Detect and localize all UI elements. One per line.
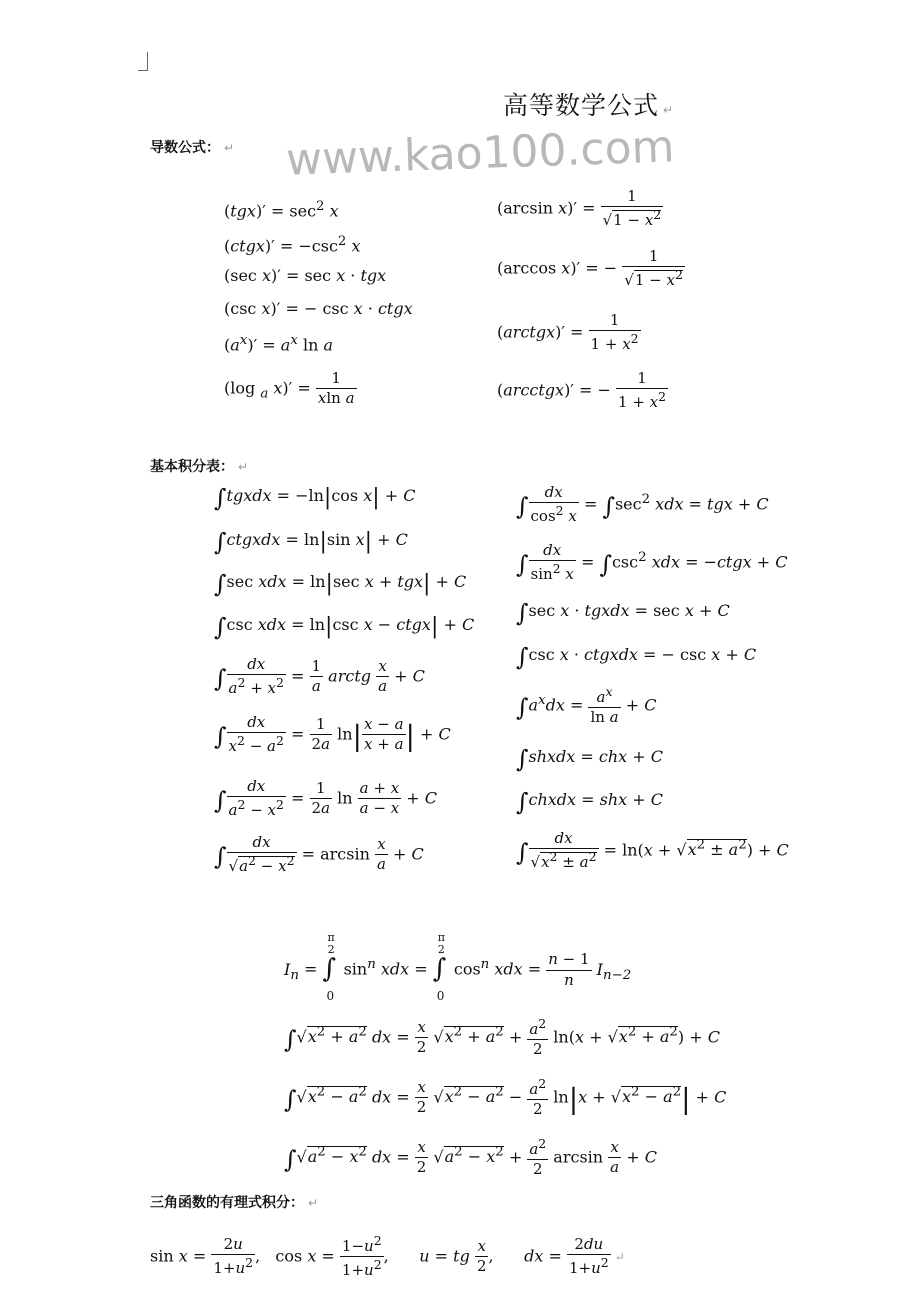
formula: (arcctgx)′ = − $\frac{1}{1 + x^2}$ [497, 369, 667, 412]
formula: ∫ $\frac{dx}{√x^2 \pm a^2}$ = $\ln(x + √x^2 \pm a^2) + C$ [516, 829, 789, 872]
formula: $(a^x)' = a^x$ ln a [224, 333, 333, 355]
formula: $\int√x^2 + a^2$ dx = $\frac{x}{2}$ $√x^2 + a^2$ + $\frac{a^2}{2}$ $\ln(x + √x^2 + a^2) + C$ [284, 1016, 720, 1059]
formula: ∫ctgxdx = ln|sin x| + C [214, 528, 408, 556]
page-corner-mark [138, 52, 148, 71]
formula: ∫ $\frac{dx}{√a^2 - x^2}$ = arcsin $\frac{x}{a}$ + C [214, 833, 424, 876]
formula: sin x = $\frac{2u}{1+u^2}$ , cos x = $\frac{1-u^2}{1+u^2}$ , u = tg $\frac{x}{2}$ , dx = $\frac{2du}{1+u^2}$ ↵ [150, 1233, 625, 1280]
formula: $\int a^xdx$ = $\frac{a^x}{\text{ln a}}$ + C [516, 684, 657, 727]
formula: (ctgx)′ = $-\csc^2$ x [224, 234, 361, 256]
formula: ∫sec x · tgxdx = sec x + C [516, 599, 730, 627]
formula: ∫csc x · ctgxdx = − csc x + C [516, 643, 757, 671]
section-derivative-heading: 导数公式： ↵ [150, 140, 235, 156]
formula: ∫ $\frac{dx}{x^2 - a^2}$ = $\frac{1}{2a}$ ln| $\frac{x - a}{x + a}$ | + C [214, 713, 451, 756]
section-trig-heading: 三角函数的有理式积分： ↵ [150, 1195, 319, 1211]
formula: ∫csc xdx = ln|csc x − ctgx| + C [214, 613, 475, 641]
formula: ∫ $\frac{dx}{a^2 - x^2}$ = $\frac{1}{2a}$ ln $\frac{a + x}{a - x}$ + C [214, 777, 437, 820]
formula: ∫chxdx = shx + C [516, 788, 664, 816]
section-integral-heading: 基本积分表： ↵ [150, 459, 249, 475]
formula: $\int√a^2 - x^2$ dx = $\frac{x}{2}$ $√a^2 - x^2$ + $\frac{a^2}{2}$ arcsin $\frac{x}{a}$ + C [284, 1136, 657, 1179]
formula: $(tgx)' = \sec^2 x$ [224, 199, 339, 221]
formula: ∫ $\frac{dx}{a^2 + x^2}$ = $\frac{1}{a}$ arctg $\frac{x}{a}$ + C [214, 655, 425, 698]
formula: ∫tgxdx = −ln|cos x| + C [214, 484, 416, 512]
formula: (arctgx)′ = $\frac{1}{1 + x^2}$ [497, 311, 639, 354]
formula: (csc x)′ = − csc x · ctgx [224, 299, 413, 318]
formula: (log $_a$ x)′ = $\frac{1}{\text{xln a}}$ [224, 369, 355, 408]
formula: (arccos x)′ = − $\frac{1}{√1 - x^2}$ [497, 247, 683, 290]
page-title: 高等数学公式 ↵ [503, 91, 675, 120]
formula: ∫ $\frac{dx}{\sin^2 x}$ = $\int\csc^2$ xdx = −ctgx + C [516, 541, 788, 584]
formula: $I_n$ = π 2 ∫ 0 $\sin^n$ xdx = π 2 ∫ 0 $\cos^n$ xdx = $\frac{n - 1}{n}$ $I_{n-2}$ [284, 931, 632, 1003]
formula: $\int√x^2 - a^2$ dx = $\frac{x}{2}$ $√x^2 - a^2$ − $\frac{a^2}{2}$ $\ln|x + √x^2 - a^2| + C$ [284, 1076, 727, 1119]
watermark: www.kao100.com [285, 121, 676, 186]
formula: ∫shxdx = chx + C [516, 745, 664, 773]
formula: (arcsin x)′ = $\frac{1}{√1 - x^2}$ [497, 187, 662, 230]
formula: ∫sec xdx = ln|sec x + tgx| + C [214, 570, 467, 598]
formula: ∫ $\frac{dx}{\cos^2 x}$ = $\int\sec^2$ xdx = tgx + C [516, 483, 769, 526]
formula: (sec x)′ = sec x · tgx [224, 266, 387, 285]
